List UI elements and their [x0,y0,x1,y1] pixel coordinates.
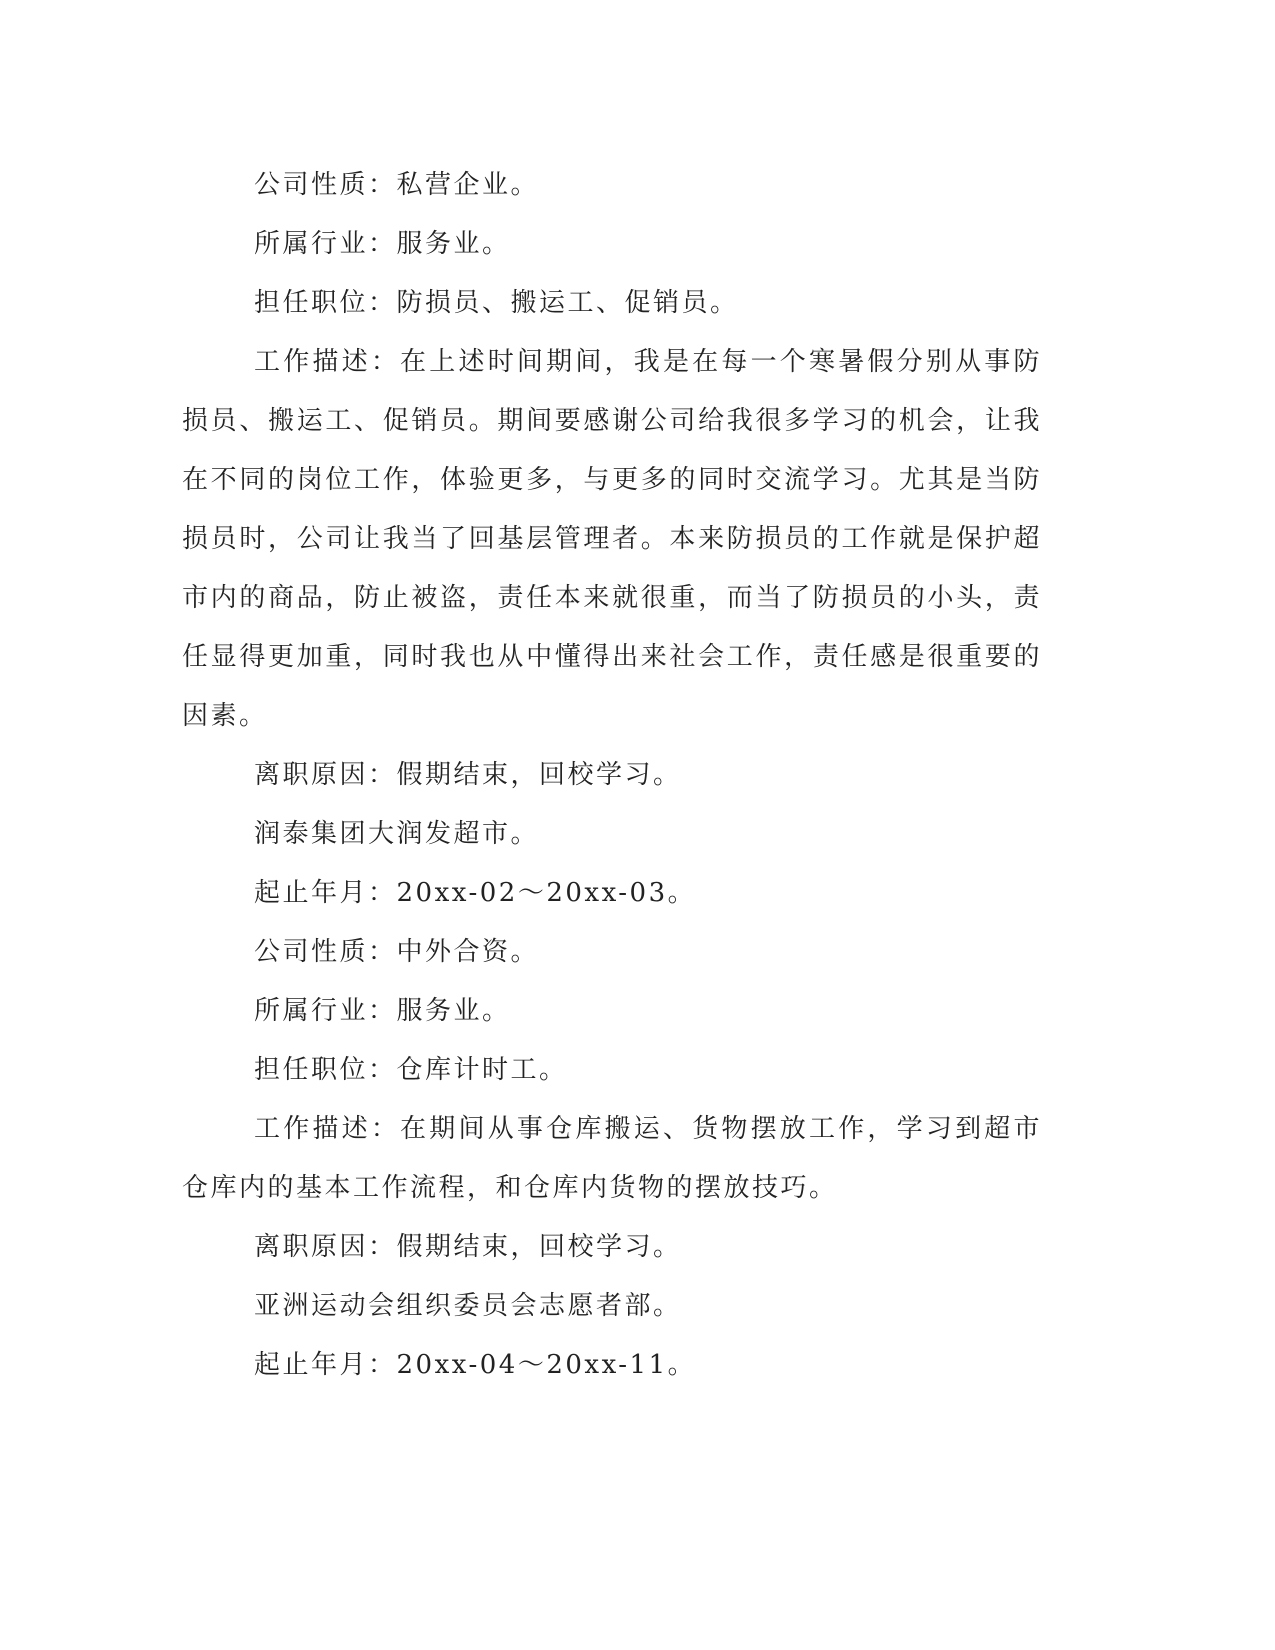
paragraph-job-description-2: 工作描述：在期间从事仓库搬运、货物摆放工作，学习到超市仓库内的基本工作流程，和仓库内货物的摆放技巧。 [182,1114,1042,1203]
paragraph-job-description-1: 工作描述：在上述时间期间，我是在每一个寒暑假分别从事防损员、搬运工、促销员。期间要感谢公司给我很多学习的机会，让我在不同的岗位工作，体验更多，与更多的同时交流学习。尤其是当防损员时，公司让我当了回基层管理者。本来防损员的工作就是保护超市内的商品，防止被盗，责任本来就很重，而当了防损员的小头，责任显得更加重，同时我也从中懂得出来社会工作，责任感是很重要的因素。 [182,347,1042,731]
paragraph-company-nature-2: 公司性质：中外合资。 [254,937,540,967]
paragraph-employer-3: 亚洲运动会组织委员会志愿者部。 [254,1291,682,1321]
paragraph-period-3: 起止年月：20xx-04～20xx-11。 [254,1350,697,1380]
paragraph-period-2: 起止年月：20xx-02～20xx-03。 [254,878,697,908]
paragraph-industry-2: 所属行业：服务业。 [254,996,511,1026]
paragraph-industry-1: 所属行业：服务业。 [254,229,511,259]
paragraph-employer-2: 润泰集团大润发超市。 [254,819,540,849]
paragraph-position-2: 担任职位：仓库计时工。 [254,1055,568,1085]
paragraph-company-nature-1: 公司性质：私营企业。 [254,170,540,200]
paragraph-leave-reason-2: 离职原因：假期结束，回校学习。 [254,1232,682,1262]
document-body [182,156,1042,1395]
paragraph-position-1: 担任职位：防损员、搬运工、促销员。 [254,288,739,318]
paragraph-leave-reason-1: 离职原因：假期结束，回校学习。 [254,760,682,790]
